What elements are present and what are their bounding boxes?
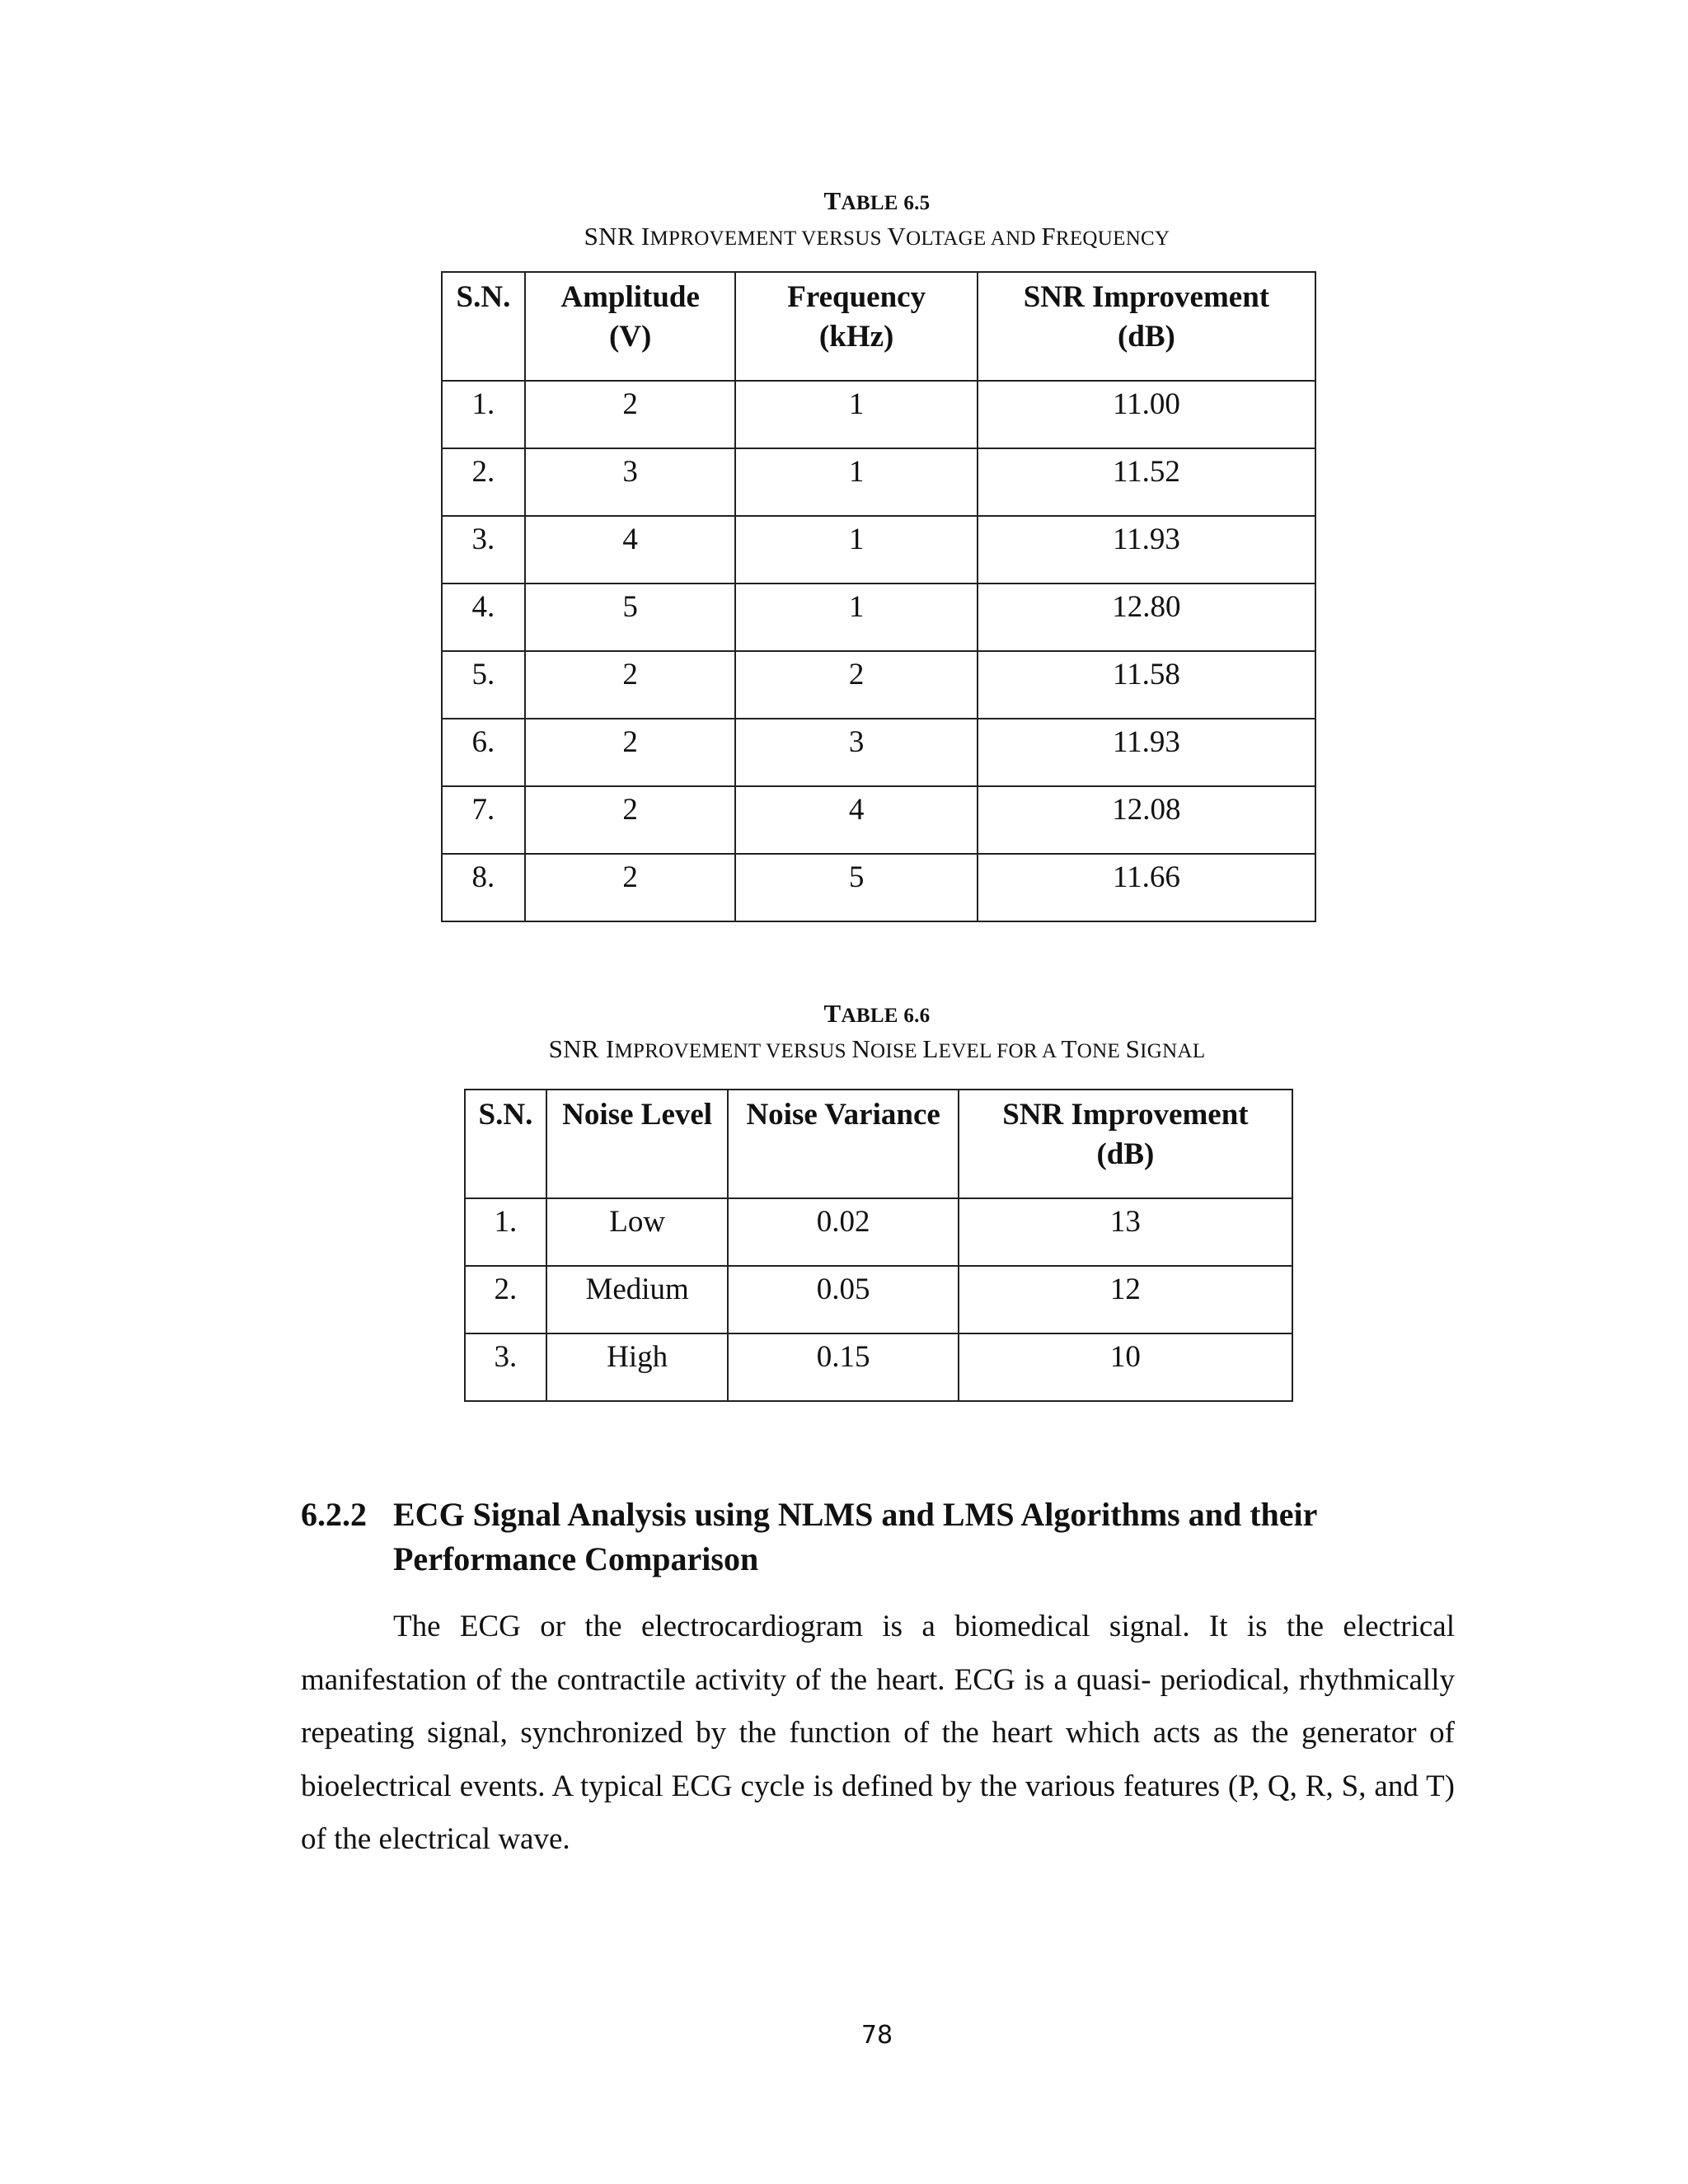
cell-sn: 5. <box>442 651 525 719</box>
table-6-5-title: SNR IMPROVEMENT VERSUS VOLTAGE AND FREQUENCY <box>584 222 1170 251</box>
table-row <box>442 854 1315 921</box>
cell-sn: 7. <box>442 786 525 854</box>
table-row <box>442 719 1315 786</box>
cell-sn: 3. <box>465 1333 546 1401</box>
cell-sn: 2. <box>465 1266 546 1333</box>
cell-frequency: 1 <box>735 516 977 583</box>
cell-snr: 11.00 <box>978 381 1315 448</box>
cell-amplitude: 2 <box>525 651 736 719</box>
table-row <box>442 583 1315 651</box>
cell-amplitude: 3 <box>525 448 736 516</box>
cell-frequency: 1 <box>735 448 977 516</box>
table-6-6-title: SNR IMPROVEMENT VERSUS NOISE LEVEL FOR A TONE SIGNAL <box>548 1034 1206 1063</box>
table-6-6 <box>464 1089 1293 1402</box>
table-6-5 <box>441 271 1316 922</box>
cell-snr: 12.08 <box>978 786 1315 854</box>
cell-snr: 11.93 <box>978 516 1315 583</box>
header-snr-improvement: SNR Improvement (dB) <box>959 1090 1292 1198</box>
table-row <box>442 448 1315 516</box>
table-header-row <box>442 272 1315 381</box>
cell-frequency: 5 <box>735 854 977 921</box>
cell-snr: 12.80 <box>978 583 1315 651</box>
cell-noise-level: Medium <box>546 1266 729 1333</box>
section-title: ECG Signal Analysis using NLMS and LMS Algorithms and their Performance Comparison <box>393 1496 1317 1577</box>
table-row <box>442 786 1315 854</box>
cell-frequency: 1 <box>735 381 977 448</box>
cell-amplitude: 4 <box>525 516 736 583</box>
body-paragraph: The ECG or the electrocardiogram is a biomedical signal. It is the electrical manifestation of the contractile activity of the heart. ECG is a quasi- periodical, rhythmically repeating signal, synchronized by the function of the heart which acts as the generator of bioelectrical events. A typical ECG cycle is defined by the various features (P, Q, R, S, and T) of the electrical wave. <box>301 1610 1455 1856</box>
table-6-5-caption <box>0 185 1688 255</box>
cell-amplitude: 5 <box>525 583 736 651</box>
table-6-5-label: TABLE 6.5 <box>823 186 931 215</box>
header-amplitude: Amplitude (V) <box>525 272 736 381</box>
cell-snr: 11.93 <box>978 719 1315 786</box>
table-6-6-label: TABLE 6.6 <box>823 999 931 1028</box>
cell-noise-variance: 0.05 <box>728 1266 958 1333</box>
cell-snr: 11.52 <box>978 448 1315 516</box>
cell-frequency: 2 <box>735 651 977 719</box>
cell-noise-variance: 0.02 <box>728 1198 958 1266</box>
cell-amplitude: 2 <box>525 719 736 786</box>
cell-amplitude: 2 <box>525 786 736 854</box>
page-number: 78 <box>860 2021 893 2050</box>
cell-snr: 10 <box>959 1333 1292 1401</box>
header-noise-variance: Noise Variance <box>728 1090 958 1198</box>
cell-sn: 8. <box>442 854 525 921</box>
cell-sn: 1. <box>465 1198 546 1266</box>
cell-snr: 11.66 <box>978 854 1315 921</box>
table-row <box>442 381 1315 448</box>
cell-sn: 1. <box>442 381 525 448</box>
cell-sn: 3. <box>442 516 525 583</box>
table-6-6-caption <box>0 997 1688 1068</box>
cell-frequency: 1 <box>735 583 977 651</box>
cell-amplitude: 2 <box>525 381 736 448</box>
cell-noise-variance: 0.15 <box>728 1333 958 1401</box>
cell-snr: 13 <box>959 1198 1292 1266</box>
section-heading <box>301 1493 1455 1582</box>
cell-frequency: 3 <box>735 719 977 786</box>
cell-sn: 2. <box>442 448 525 516</box>
cell-noise-level: High <box>546 1333 729 1401</box>
cell-snr: 11.58 <box>978 651 1315 719</box>
table-header-row <box>465 1090 1292 1198</box>
cell-noise-level: Low <box>546 1198 729 1266</box>
cell-sn: 6. <box>442 719 525 786</box>
header-sn: S.N. <box>442 272 525 381</box>
table-row <box>442 516 1315 583</box>
section-number: 6.2.2 <box>301 1496 367 1533</box>
table-row <box>465 1198 1292 1266</box>
header-sn: S.N. <box>465 1090 546 1198</box>
cell-snr: 12 <box>959 1266 1292 1333</box>
table-row <box>465 1333 1292 1401</box>
header-noise-level: Noise Level <box>546 1090 729 1198</box>
table-row <box>465 1266 1292 1333</box>
header-snr-improvement: SNR Improvement (dB) <box>978 272 1315 381</box>
cell-sn: 4. <box>442 583 525 651</box>
table-row <box>442 651 1315 719</box>
cell-frequency: 4 <box>735 786 977 854</box>
header-frequency: Frequency (kHz) <box>735 272 977 381</box>
cell-amplitude: 2 <box>525 854 736 921</box>
